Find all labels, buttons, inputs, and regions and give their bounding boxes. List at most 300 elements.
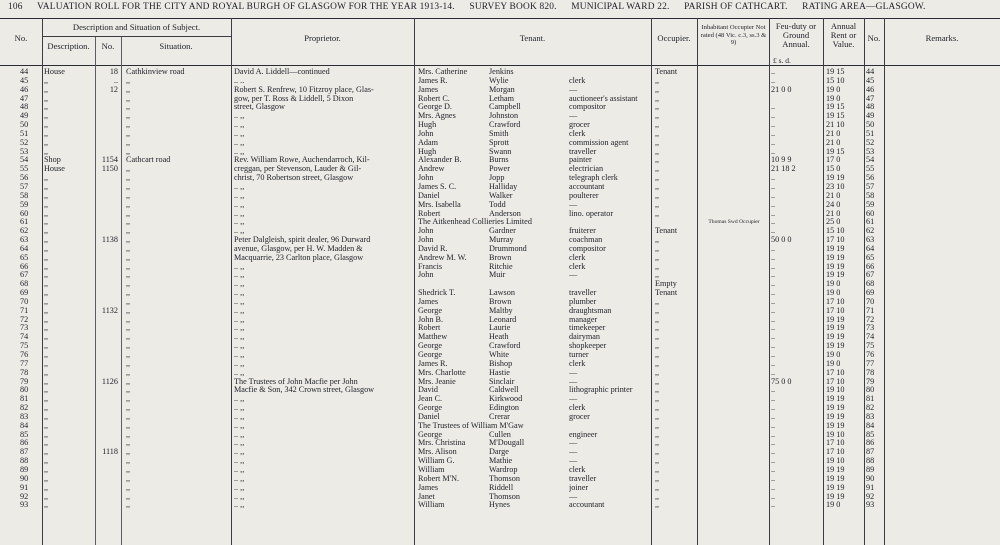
entry-situation: ,,	[126, 474, 131, 483]
entry-occupation: turner	[569, 351, 589, 359]
parish: PARISH OF CATHCART.	[684, 2, 788, 12]
entry-number: 52	[20, 138, 29, 147]
entry-situation: ,,	[126, 262, 131, 271]
entry-tenant-first-name: Robert C.	[418, 94, 450, 103]
entry-feu-duty: ..	[771, 430, 776, 439]
entry-description: ,,	[44, 103, 49, 112]
entry-occupation: —	[569, 395, 578, 404]
entry-description: ,,	[44, 236, 49, 245]
entry-tenant-first-name: Mrs. Catherine	[418, 68, 468, 76]
entry-number: 47	[20, 94, 29, 103]
entry-number-repeat: 73	[866, 324, 875, 333]
entry-occupation: telegraph clerk	[569, 174, 618, 183]
entry-feu-duty: ..	[771, 492, 776, 501]
entry-tenant-surname: Crerar	[489, 412, 510, 421]
entry-tenant-first-name: Andrew M. W.	[418, 253, 467, 262]
entry-description: ,,	[44, 457, 49, 466]
entry-feu-duty: ..	[771, 315, 776, 324]
entry-occupier: ,,	[655, 271, 660, 280]
entry-description: ,,	[44, 483, 49, 492]
entry-occupation: shopkeeper	[569, 342, 607, 351]
entry-occupation: grocer	[569, 412, 590, 421]
entry-tenant-first-name: David	[418, 386, 439, 395]
entry-number-repeat: 59	[866, 200, 875, 209]
entry-description: House	[44, 68, 65, 76]
entry-proprietor: .. ,,	[234, 448, 245, 457]
entry-feu-duty: ..	[771, 474, 776, 483]
entry-number: 91	[20, 483, 29, 492]
entry-occupation: traveller	[569, 147, 597, 156]
entry-feu-duty: ..	[771, 147, 776, 156]
table-row	[0, 439, 1000, 448]
survey-book: SURVEY BOOK 820.	[469, 2, 557, 12]
entry-description: ,,	[44, 218, 49, 227]
entry-feu-duty: ..	[771, 501, 776, 510]
entry-annual-rent: 19 15	[826, 147, 845, 156]
entry-number: 59	[20, 200, 29, 209]
entry-annual-rent: 23 10	[826, 182, 845, 191]
entry-feu-duty: ..	[771, 121, 776, 130]
table-row	[0, 466, 1000, 475]
entry-tenant-first-name: James	[418, 483, 439, 492]
entry-proprietor: .. ,,	[234, 465, 245, 474]
entry-tenant-first-name: The Aitkenhead Collieries Limited	[418, 218, 532, 227]
entry-description: ,,	[44, 297, 49, 306]
entry-proprietor: .. ,,	[234, 439, 245, 448]
entry-tenant-surname: Maltby	[489, 306, 513, 315]
entry-tenant-first-name: Mrs. Jeanie	[418, 377, 456, 386]
entry-number-repeat: 63	[866, 236, 875, 245]
entry-proprietor: .. ,,	[234, 182, 245, 191]
entry-tenant-surname: Cullen	[489, 430, 511, 439]
entry-annual-rent: 19 19	[826, 342, 845, 351]
entry-annual-rent: 17 10	[826, 236, 845, 245]
table-row	[0, 316, 1000, 325]
entry-annual-rent: 19 19	[826, 395, 845, 404]
entry-number: 81	[20, 395, 29, 404]
entry-number-repeat: 76	[866, 351, 875, 359]
entry-street-number: 1150	[101, 165, 118, 174]
entry-number-repeat: 93	[866, 501, 875, 510]
entry-description: ,,	[44, 359, 49, 368]
entry-situation: ,,	[126, 501, 131, 510]
entry-occupier: ,,	[655, 165, 660, 174]
entry-occupier: Tenant	[655, 68, 678, 76]
entry-tenant-surname: Caldwell	[489, 386, 519, 395]
entry-description: ,,	[44, 280, 49, 289]
entry-feu-duty: ..	[771, 138, 776, 147]
entry-feu-duty: ..	[771, 244, 776, 253]
entry-number: 79	[20, 377, 29, 386]
entry-occupier: ,,	[655, 404, 660, 413]
entry-annual-rent: 19 19	[826, 324, 845, 333]
entry-number-repeat: 61	[866, 218, 875, 227]
entry-inhabitant-note: Thomas Swd Occupier	[708, 219, 760, 226]
entry-tenant-first-name: Andrew	[418, 165, 445, 174]
entry-situation: Cathcart road	[126, 156, 171, 165]
entry-feu-duty: ..	[771, 68, 776, 76]
entry-number-repeat: 44	[866, 68, 875, 76]
entry-occupation: —	[569, 377, 578, 386]
entry-proprietor: Peter Dalgleish, spirit dealer, 96 Durward	[234, 236, 371, 245]
entry-description: ,,	[44, 271, 49, 280]
entry-occupation: commission agent	[569, 138, 629, 147]
roll-entries	[0, 68, 1000, 510]
entry-number: 67	[20, 271, 29, 280]
entry-occupier: ,,	[655, 351, 660, 359]
entry-number-repeat: 45	[866, 76, 875, 85]
entry-proprietor: .. ,,	[234, 191, 245, 200]
entry-annual-rent: 19 19	[826, 262, 845, 271]
entry-number-repeat: 49	[866, 112, 875, 121]
entry-tenant-surname: Letham	[489, 94, 515, 103]
entry-situation: ,,	[126, 280, 131, 289]
table-row	[0, 280, 1000, 289]
entry-occupier: ,,	[655, 94, 660, 103]
entry-number: 65	[20, 253, 29, 262]
entry-occupation: lino. operator	[569, 209, 614, 218]
entry-description: ,,	[44, 324, 49, 333]
entry-number: 86	[20, 439, 29, 448]
entry-feu-duty: ..	[771, 368, 776, 377]
table-row	[0, 395, 1000, 404]
entry-tenant-first-name: Mrs. Alison	[418, 448, 457, 457]
entry-number: 80	[20, 386, 29, 395]
col-proprietor-header: Proprietor.	[304, 33, 341, 43]
entry-feu-duty: ..	[771, 465, 776, 474]
entry-number: 50	[20, 121, 29, 130]
table-row	[0, 448, 1000, 457]
col-description-header: Description.	[47, 41, 90, 51]
table-row	[0, 112, 1000, 121]
entry-occupation: coachman	[569, 236, 603, 245]
entry-description: ,,	[44, 439, 49, 448]
entry-proprietor: christ, 70 Robertson street, Glasgow	[234, 174, 354, 183]
entry-annual-rent: 17 10	[826, 306, 845, 315]
entry-feu-duty: ..	[771, 174, 776, 183]
entry-number-repeat: 46	[866, 85, 875, 94]
entry-occupation: compositor	[569, 103, 606, 112]
entry-number-repeat: 60	[866, 209, 875, 218]
entry-tenant-surname: Hynes	[489, 501, 510, 510]
entry-situation: ,,	[126, 492, 131, 501]
entry-number-repeat: 66	[866, 262, 875, 271]
entry-proprietor: .. ,,	[234, 262, 245, 271]
entry-number: 55	[20, 165, 29, 174]
table-row	[0, 404, 1000, 413]
entry-proprietor: The Trustees of John Macfie per John	[234, 377, 358, 386]
entry-tenant-first-name: Daniel	[418, 412, 440, 421]
table-row	[0, 227, 1000, 236]
entry-feu-duty: ..	[771, 404, 776, 413]
table-row	[0, 210, 1000, 219]
entry-number: 84	[20, 421, 29, 430]
entry-occupier: ,,	[655, 342, 660, 351]
entry-number: 54	[20, 156, 29, 165]
entry-description: ,,	[44, 501, 49, 510]
entry-annual-rent: 19 19	[826, 271, 845, 280]
entry-feu-duty: ..	[771, 280, 776, 289]
entry-number-repeat: 70	[866, 297, 875, 306]
entry-feu-duty: ..	[771, 439, 776, 448]
entry-occupier: ,,	[655, 395, 660, 404]
entry-tenant-first-name: James R.	[418, 359, 448, 368]
entry-occupier: ,,	[655, 306, 660, 315]
entry-proprietor: .. ,,	[234, 430, 245, 439]
entry-situation: ,,	[126, 430, 131, 439]
table-row	[0, 386, 1000, 395]
entry-number-repeat: 47	[866, 94, 875, 103]
entry-occupation: clerk	[569, 465, 586, 474]
entry-situation: ,,	[126, 129, 131, 138]
entry-annual-rent: 19 15	[826, 68, 845, 76]
entry-description: ,,	[44, 200, 49, 209]
entry-annual-rent: 17 0	[826, 156, 841, 165]
entry-description: ,,	[44, 351, 49, 359]
entry-occupation: traveller	[569, 474, 597, 483]
entry-tenant-surname: Mathie	[489, 457, 513, 466]
entry-tenant-surname: Murray	[489, 236, 514, 245]
entry-tenant-first-name: Daniel	[418, 191, 440, 200]
entry-occupier: Empty	[655, 280, 677, 289]
entry-proprietor: gow, per T. Ross & Liddell, 5 Dixon	[234, 94, 354, 103]
entry-annual-rent: 19 19	[826, 421, 845, 430]
entry-occupation: clerk	[569, 76, 586, 85]
entry-occupier: ,,	[655, 333, 660, 342]
entry-tenant-first-name: Mrs. Agnes	[418, 112, 456, 121]
entry-occupation: —	[569, 271, 578, 280]
entry-tenant-first-name: John	[418, 227, 434, 236]
entry-annual-rent: 21 0	[826, 138, 841, 147]
entry-annual-rent: 24 0	[826, 200, 841, 209]
entry-number-repeat: 87	[866, 448, 875, 457]
table-row	[0, 254, 1000, 263]
entry-number-repeat: 77	[866, 359, 875, 368]
entry-proprietor: .. ,,	[234, 474, 245, 483]
table-row	[0, 413, 1000, 422]
table-row	[0, 156, 1000, 165]
entry-occupation: lithographic printer	[569, 386, 633, 395]
entry-number: 69	[20, 289, 29, 298]
entry-proprietor: .. ,,	[234, 147, 245, 156]
table-row	[0, 289, 1000, 298]
entry-feu-duty: ..	[771, 359, 776, 368]
entry-situation: ,,	[126, 457, 131, 466]
entry-tenant-first-name: John	[418, 271, 434, 280]
entry-feu-duty: 10 9 9	[771, 156, 792, 165]
table-row	[0, 369, 1000, 378]
entry-occupier: ,,	[655, 483, 660, 492]
entry-annual-rent: 19 0	[826, 289, 841, 298]
entry-situation: ,,	[126, 253, 131, 262]
table-row	[0, 139, 1000, 148]
entry-tenant-surname: White	[489, 351, 510, 359]
entry-occupation: —	[569, 492, 578, 501]
entry-situation: ,,	[126, 483, 131, 492]
entry-situation: ,,	[126, 306, 131, 315]
entry-number-repeat: 57	[866, 182, 875, 191]
entry-situation: ,,	[126, 342, 131, 351]
entry-feu-duty: ..	[771, 386, 776, 395]
entry-tenant-surname: Wylie	[489, 76, 509, 85]
entry-tenant-surname: Thomson	[489, 492, 520, 501]
entry-feu-duty: ..	[771, 103, 776, 112]
entry-occupier: ,,	[655, 501, 660, 510]
entry-number: 72	[20, 315, 29, 324]
entry-situation: ,,	[126, 200, 131, 209]
entry-occupation: —	[569, 448, 578, 457]
entry-description: ,,	[44, 368, 49, 377]
entry-tenant-surname: Todd	[489, 200, 506, 209]
entry-occupier: ,,	[655, 430, 660, 439]
table-row	[0, 298, 1000, 307]
entry-number: 75	[20, 342, 29, 351]
entry-description: ,,	[44, 147, 49, 156]
entry-annual-rent: 19 10	[826, 457, 845, 466]
entry-tenant-surname: Wardrop	[489, 465, 518, 474]
entry-occupation: plumber	[569, 297, 597, 306]
entry-proprietor: Macquarrie, 23 Carlton place, Glasgow	[234, 253, 364, 262]
entry-situation: ,,	[126, 297, 131, 306]
entry-number-repeat: 71	[866, 306, 875, 315]
entry-occupation: auctioneer's assistant	[569, 94, 638, 103]
entry-proprietor: .. ,,	[234, 200, 245, 209]
entry-proprietor: .. ,,	[234, 280, 245, 289]
entry-feu-duty: ..	[771, 297, 776, 306]
entry-occupier: ,,	[655, 377, 660, 386]
entry-feu-duty: ..	[771, 191, 776, 200]
entry-occupation: clerk	[569, 404, 586, 413]
entry-proprietor: .. ,,	[234, 324, 245, 333]
entry-tenant-first-name: James R.	[418, 76, 448, 85]
entry-tenant-surname: Riddell	[489, 483, 514, 492]
entry-situation: ,,	[126, 359, 131, 368]
entry-proprietor: .. ,,	[234, 129, 245, 138]
entry-number-repeat: 62	[866, 227, 875, 236]
roll-title: VALUATION ROLL FOR THE CITY AND ROYAL BURGH OF GLASGOW FOR THE YEAR 1913-14.	[37, 2, 455, 12]
entry-occupation: fruiterer	[569, 227, 596, 236]
entry-number-repeat: 75	[866, 342, 875, 351]
entry-situation: ,,	[126, 174, 131, 183]
entry-occupier: ,,	[655, 174, 660, 183]
entry-number-repeat: 84	[866, 421, 875, 430]
entry-situation: ,,	[126, 165, 131, 174]
entry-proprietor: .. ,,	[234, 209, 245, 218]
entry-feu-duty: ..	[771, 271, 776, 280]
entry-description: ,,	[44, 129, 49, 138]
entry-number-repeat: 88	[866, 457, 875, 466]
entry-proprietor: .. ..	[234, 76, 245, 85]
entry-street-number: ..	[113, 76, 118, 85]
table-row	[0, 263, 1000, 272]
entry-feu-duty: ..	[771, 253, 776, 262]
entry-description: ,,	[44, 76, 49, 85]
entry-annual-rent: 15 0	[826, 165, 841, 174]
entry-tenant-surname: Gardner	[489, 227, 516, 236]
entry-feu-duty: ..	[771, 412, 776, 421]
entry-street-number: 18	[109, 68, 118, 76]
table-row	[0, 245, 1000, 254]
entry-description: ,,	[44, 253, 49, 262]
entry-tenant-first-name: John	[418, 129, 434, 138]
entry-description: ,,	[44, 404, 49, 413]
entry-annual-rent: 19 19	[826, 474, 845, 483]
entry-situation: ,,	[126, 121, 131, 130]
entry-situation: ,,	[126, 465, 131, 474]
table-row	[0, 68, 1000, 77]
entry-number-repeat: 79	[866, 377, 875, 386]
col-situation-header: Situation.	[159, 41, 193, 51]
entry-annual-rent: 19 19	[826, 315, 845, 324]
entry-description: ,,	[44, 262, 49, 271]
entry-tenant-surname: Walker	[489, 191, 513, 200]
entry-proprietor: .. ,,	[234, 359, 245, 368]
entry-number: 78	[20, 368, 29, 377]
entry-number: 62	[20, 227, 29, 236]
table-row	[0, 431, 1000, 440]
entry-tenant-surname: Lawson	[489, 289, 515, 298]
col-desc-group-header: Description and Situation of Subject.	[72, 22, 201, 32]
col-inhabitant-header: Inhabitant Occupier Not rated (48 Vic. c.3, ss.3 & 9)	[700, 24, 767, 46]
entry-occupation: dairyman	[569, 333, 600, 342]
entry-proprietor: .. ,,	[234, 351, 245, 359]
entry-number-repeat: 72	[866, 315, 875, 324]
col-rent-header: Annual Rent or Value.	[830, 21, 857, 49]
entry-description: ,,	[44, 342, 49, 351]
entry-annual-rent: 19 19	[826, 404, 845, 413]
entry-annual-rent: 19 10	[826, 386, 845, 395]
entry-tenant-surname: Crawford	[489, 121, 521, 130]
entry-situation: Cathkinview road	[126, 68, 185, 76]
entry-situation: ,,	[126, 289, 131, 298]
entry-situation: ,,	[126, 218, 131, 227]
entry-number-repeat: 82	[866, 404, 875, 413]
entry-description: ,,	[44, 138, 49, 147]
entry-number: 76	[20, 351, 29, 359]
entry-occupation: accountant	[569, 501, 605, 510]
subhead-rule	[42, 36, 231, 37]
table-row	[0, 475, 1000, 484]
entry-proprietor: Macfie & Son, 342 Crown street, Glasgow	[234, 386, 375, 395]
entry-number: 45	[20, 76, 29, 85]
entry-occupier: ,,	[655, 386, 660, 395]
entry-tenant-surname: Power	[489, 165, 510, 174]
entry-situation: ,,	[126, 324, 131, 333]
entry-description: ,,	[44, 121, 49, 130]
entry-annual-rent: 19 0	[826, 351, 841, 359]
entry-tenant-surname: Campbell	[489, 103, 521, 112]
col-no2-header: No.	[867, 33, 881, 43]
entry-proprietor: .. ,,	[234, 483, 245, 492]
entry-proprietor: .. ,,	[234, 457, 245, 466]
entry-situation: ,,	[126, 404, 131, 413]
entry-occupier: ,,	[655, 121, 660, 130]
entry-annual-rent: 21 0	[826, 209, 841, 218]
entry-description: ,,	[44, 227, 49, 236]
entry-proprietor: Rev. William Rowe, Auchendarroch, Kil-	[234, 156, 370, 165]
entry-annual-rent: 19 15	[826, 112, 845, 121]
entry-occupier: Tenant	[655, 227, 678, 236]
entry-number: 57	[20, 182, 29, 191]
entry-street-number: 1118	[102, 448, 118, 457]
table-row	[0, 484, 1000, 493]
entry-tenant-first-name: James S. C.	[418, 182, 457, 191]
entry-feu-duty: ..	[771, 306, 776, 315]
entry-situation: ,,	[126, 386, 131, 395]
entry-number: 66	[20, 262, 29, 271]
entry-occupier: ,,	[655, 359, 660, 368]
entry-tenant-first-name: Hugh	[418, 147, 437, 156]
